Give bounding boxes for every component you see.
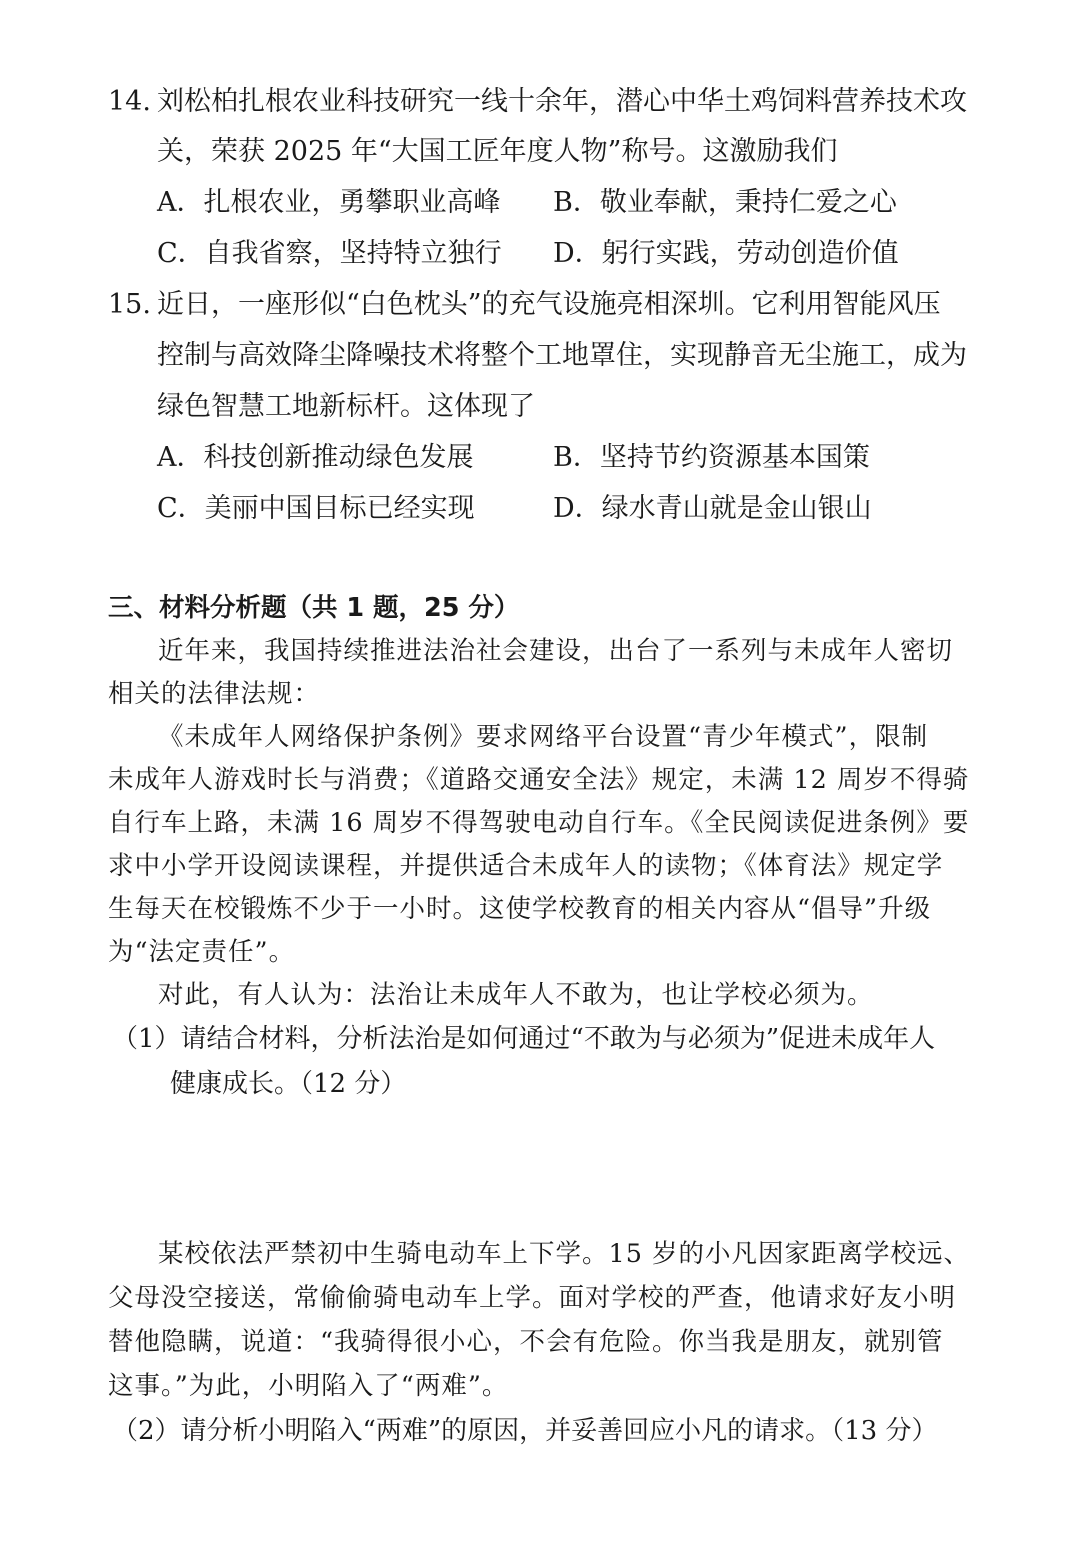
- sub-question-2: （2）请分析小明陷入“两难”的原因，并妥善回应小凡的请求。（13 分）: [112, 1416, 938, 1446]
- material1-line: 自行车上路，未满 16 周岁不得驾驶电动自行车。《全民阅读促进条例》要: [108, 808, 970, 838]
- material1-line: 为“法定责任”。: [108, 937, 296, 967]
- q15-stem-line3: 绿色智慧工地新标杆。这体现了: [157, 391, 535, 422]
- q14-option-d: D．躬行实践，劳动创造价值: [553, 238, 899, 269]
- q14-stem-line1: 刘松柏扎根农业科技研究一线十余年，潜心中华土鸡饲料营养技术攻: [157, 86, 967, 117]
- sub-question-1-line2: 健康成长。（12 分）: [170, 1069, 407, 1099]
- material2-line: 父母没空接送，常偷偷骑电动车上学。面对学校的严查，他请求好友小明: [108, 1283, 957, 1313]
- material1-line: 未成年人游戏时长与消费；《道路交通安全法》规定，未满 12 周岁不得骑: [108, 765, 970, 795]
- q15-option-c: C．美丽中国目标已经实现: [157, 493, 475, 524]
- q14-option-c: C．自我省察，坚持特立独行: [157, 238, 502, 269]
- q15-number: 15.: [108, 289, 151, 320]
- material1-line: 求中小学开设阅读课程，并提供适合未成年人的读物；《体育法》规定学: [108, 851, 944, 881]
- q15-stem-line2: 控制与高效降尘降噪技术将整个工地罩住，实现静音无尘施工，成为: [157, 340, 967, 371]
- q15-option-b: B．坚持节约资源基本国策: [553, 442, 870, 473]
- material2-line: 某校依法严禁初中生骑电动车上下学。15 岁的小凡因家距离学校远、: [158, 1239, 971, 1269]
- q14-option-a: A．扎根农业，勇攀职业高峰: [157, 187, 501, 218]
- material2-line: 替他隐瞒，说道：“我骑得很小心，不会有危险。你当我是朋友，就别管: [108, 1327, 944, 1357]
- sub-question-1-line1: （1）请结合材料，分析法治是如何通过“不敢为与必须为”促进未成年人: [112, 1024, 936, 1054]
- material1-line: 生每天在校锻炼不少于一小时。这使学校教育的相关内容从“倡导”升级: [108, 894, 932, 924]
- q15-stem-line1: 近日，一座形似“白色枕头”的充气设施亮相深圳。它利用智能风压: [157, 289, 941, 320]
- material1-line: 相关的法律法规：: [108, 679, 321, 709]
- q15-option-d: D．绿水青山就是金山银山: [553, 493, 872, 524]
- material1-line: 《未成年人网络保护条例》要求网络平台设置“青少年模式”，限制: [158, 722, 929, 752]
- material1-line: 近年来，我国持续推进法治社会建设，出台了一系列与未成年人密切: [158, 636, 954, 666]
- material2-line: 这事。”为此，小明陷入了“两难”。: [108, 1371, 509, 1401]
- section-heading: 三、材料分析题（共 1 题，25 分）: [108, 593, 520, 623]
- material1-line: 对此，有人认为：法治让未成年人不敢为，也让学校必须为。: [158, 980, 874, 1010]
- q14-stem-line2: 关，荣获 2025 年“大国工匠年度人物”称号。这激励我们: [157, 136, 838, 167]
- q14-option-b: B．敬业奉献，秉持仁爱之心: [553, 187, 897, 218]
- q15-option-a: A．科技创新推动绿色发展: [157, 442, 474, 473]
- q14-number: 14.: [108, 86, 151, 117]
